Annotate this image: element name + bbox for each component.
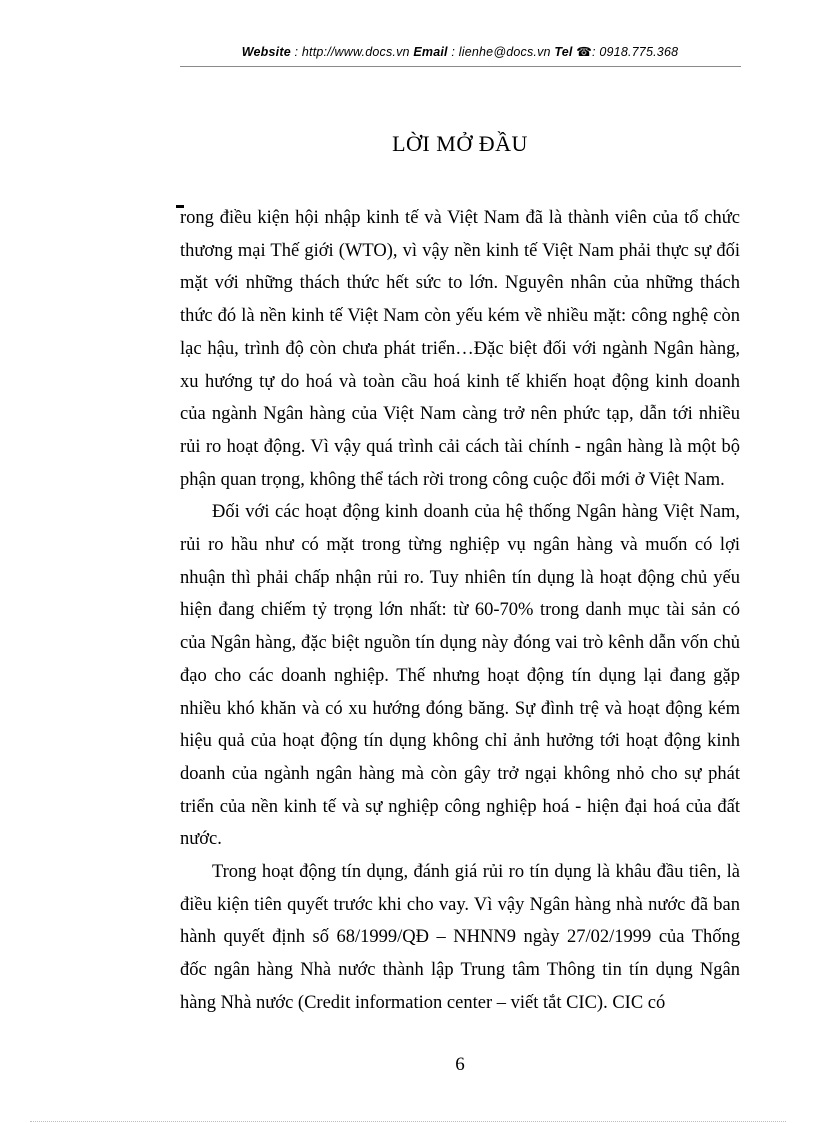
phone-icon: ☎ — [576, 45, 593, 59]
page-number: 6 — [455, 1054, 465, 1075]
paragraph-2: Đối với các hoạt động kinh doanh của hệ thống Ngân hàng Việt Nam, rủi ro hầu như có mặt trong từng nghiệp vụ ngân hàng và muốn có lợi nhuận thì phải chấp nhận rủi ro. Tuy nhiên tín dụng là hoạt động chủ yếu hiện đang chiếm tỷ trọng lớn nhất: từ 60-70% trong danh mục tài sản có của Ngân hàng, đặc biệt nguồn tín dụng này đóng vai trò kênh dẫn vốn chủ đạo cho các doanh nghiệp. Thế nhưng hoạt động tín dụng lại đang gặp nhiều khó khăn và có xu hướng đóng băng. Sự đình trệ và hoạt động kém hiệu quả của hoạt động tín dụng không chỉ ảnh hưởng tới hoạt động kinh doanh của ngành ngân hàng mà còn gây trở ngại không nhỏ cho sự phát triển của nền kinh tế và sự nghiệp công nghiệp hoá - hiện đại hoá của đất nước. — [180, 502, 740, 850]
document-title: LỜI MỞ ĐẦU — [392, 131, 528, 156]
paragraph-1 — [180, 202, 740, 496]
website-value: : http://www.docs.vn — [290, 45, 414, 59]
tel-label: Tel — [554, 45, 573, 59]
email-label: Email — [413, 45, 448, 59]
header-divider — [180, 66, 741, 67]
page-bottom-divider — [30, 1121, 786, 1122]
website-label: Website — [241, 45, 291, 59]
email-value: : lienhe@docs.vn — [447, 45, 555, 59]
tel-value: : 0918.775.368 — [592, 45, 679, 59]
paragraph-1-text: rong điều kiện hội nhập kinh tế và Việt Nam đã là thành viên của tổ chức thương mại Thế giới (WTO), vì vậy nền kinh tế Việt Nam phải thực sự đối mặt với những thách thức hết sức to lớn. Nguyên nhân của những thách thức đó là nền kinh tế Việt Nam còn yếu kém về nhiều mặt: công nghệ còn lạc hậu, trình độ còn chưa phát triển…Đặc biệt đối với ngành Ngân hàng, xu hướng tự do hoá và toàn cầu hoá kinh tế khiến hoạt động kinh doanh của ngành Ngân hàng của Việt Nam càng trở nên phức tạp, dẫn tới nhiều rủi ro hoạt động. Vì vậy quá trình cải cách tài chính - ngân hàng là một bộ phận quan trọng, không thể tách rời trong công cuộc đổi mới ở Việt Nam. — [180, 208, 740, 490]
document-body — [180, 202, 740, 1020]
page-header — [180, 44, 740, 59]
paragraph-3: Trong hoạt động tín dụng, đánh giá rủi ro tín dụng là khâu đầu tiên, là điều kiện tiên quyết trước khi cho vay. Vì vậy Ngân hàng nhà nước đã ban hành quyết định số 68/1999/QĐ – NHNN9 ngày 27/02/1999 của Thống đốc ngân hàng Nhà nước thành lập Trung tâm Thông tin tín dụng Ngân hàng Nhà nước (Credit information center – viết tắt CIC). CIC có — [180, 862, 740, 1013]
